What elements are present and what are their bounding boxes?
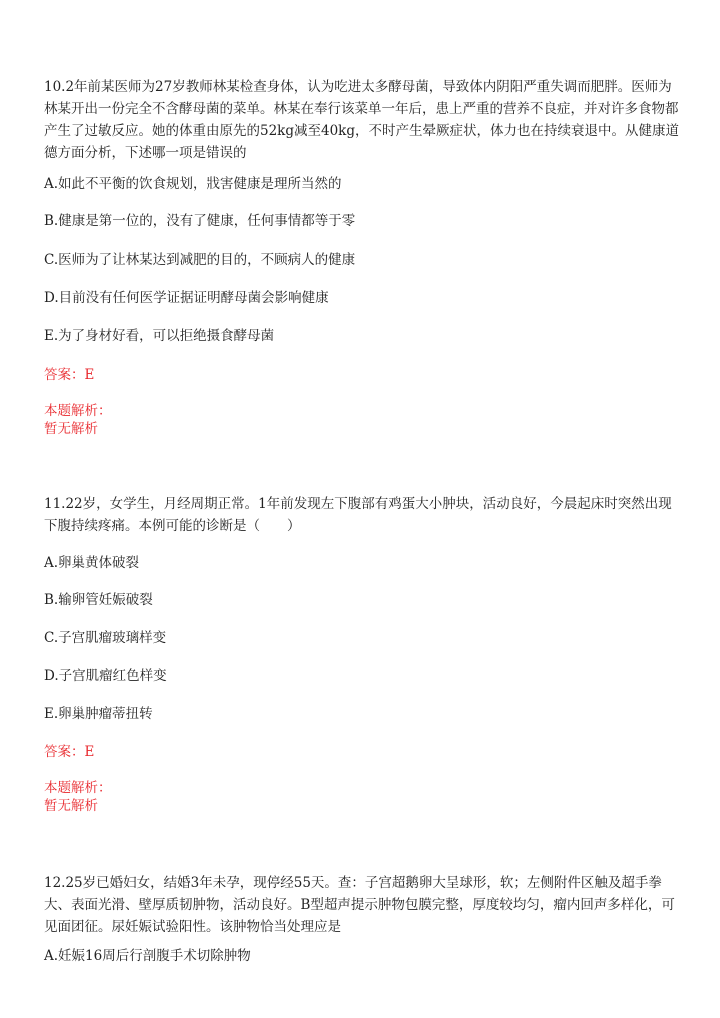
analysis-title: 本题解析： (44, 780, 112, 796)
answer: 答案：E (44, 744, 95, 760)
question-stem: 11.22岁，女学生，月经周期正常。1年前发现左下腹部有鸡蛋大小肿块，活动良好，今晨起床时突然出现下腹持续疼痛。本例可能的诊断是（ ） (44, 496, 672, 534)
analysis-title: 本题解析： (44, 403, 112, 419)
answer: 答案：E (44, 367, 95, 383)
option-b: B.健康是第一位的，没有了健康，任何事情都等于零 (44, 213, 356, 229)
option-b: B.输卵管妊娠破裂 (44, 592, 153, 608)
option-e: E.为了身材好看，可以拒绝摄食酵母菌 (44, 328, 275, 344)
analysis (44, 402, 112, 438)
option-e: E.卵巢肿瘤蒂扭转 (44, 706, 153, 722)
option-a: A.卵巢黄体破裂 (44, 555, 140, 571)
option-a: A.妊娠16周后行剖腹手术切除肿物 (44, 948, 251, 964)
question-12 (44, 872, 680, 964)
question-stem: 12.25岁已婚妇女，结婚3年未孕，现停经55天。查：子宫超鹅卵大呈球形，软；左侧附件区触及超手拳大、表面光滑、壁厚质韧肿物，活动良好。B型超声提示肿物包膜完整，厚度较均匀，瘤内回声多样化，可见面团征。尿妊娠试验阳性。该肿物恰当处理应是 (44, 875, 675, 935)
question-11 (44, 493, 680, 814)
analysis (44, 779, 112, 815)
option-d: D.目前没有任何医学证据证明酵母菌会影响健康 (44, 290, 329, 306)
option-c: C.医师为了让林某达到减肥的目的，不顾病人的健康 (44, 252, 356, 268)
option-a: A.如此不平衡的饮食规划，戕害健康是理所当然的 (44, 176, 342, 192)
option-d: D.子宫肌瘤红色样变 (44, 668, 167, 684)
analysis-text: 暂无解析 (44, 798, 98, 814)
option-c: C.子宫肌瘤玻璃样变 (44, 630, 167, 646)
analysis-text: 暂无解析 (44, 421, 98, 437)
question-stem: 10.2年前某医师为27岁教师林某检查身体，认为吃进太多酵母菌，导致体内阴阳严重失调而肥胖。医师为林某开出一份完全不含酵母菌的菜单。林某在奉行该菜单一年后，患上严重的营养不良症，并对许多食物都产生了过敏反应。她的体重由原先的52kg减至40kg，不时产生晕厥症状，体力也在持续衰退中。从健康道德方面分析，下述哪一项是错误的 (44, 79, 679, 161)
question-10 (44, 76, 680, 437)
